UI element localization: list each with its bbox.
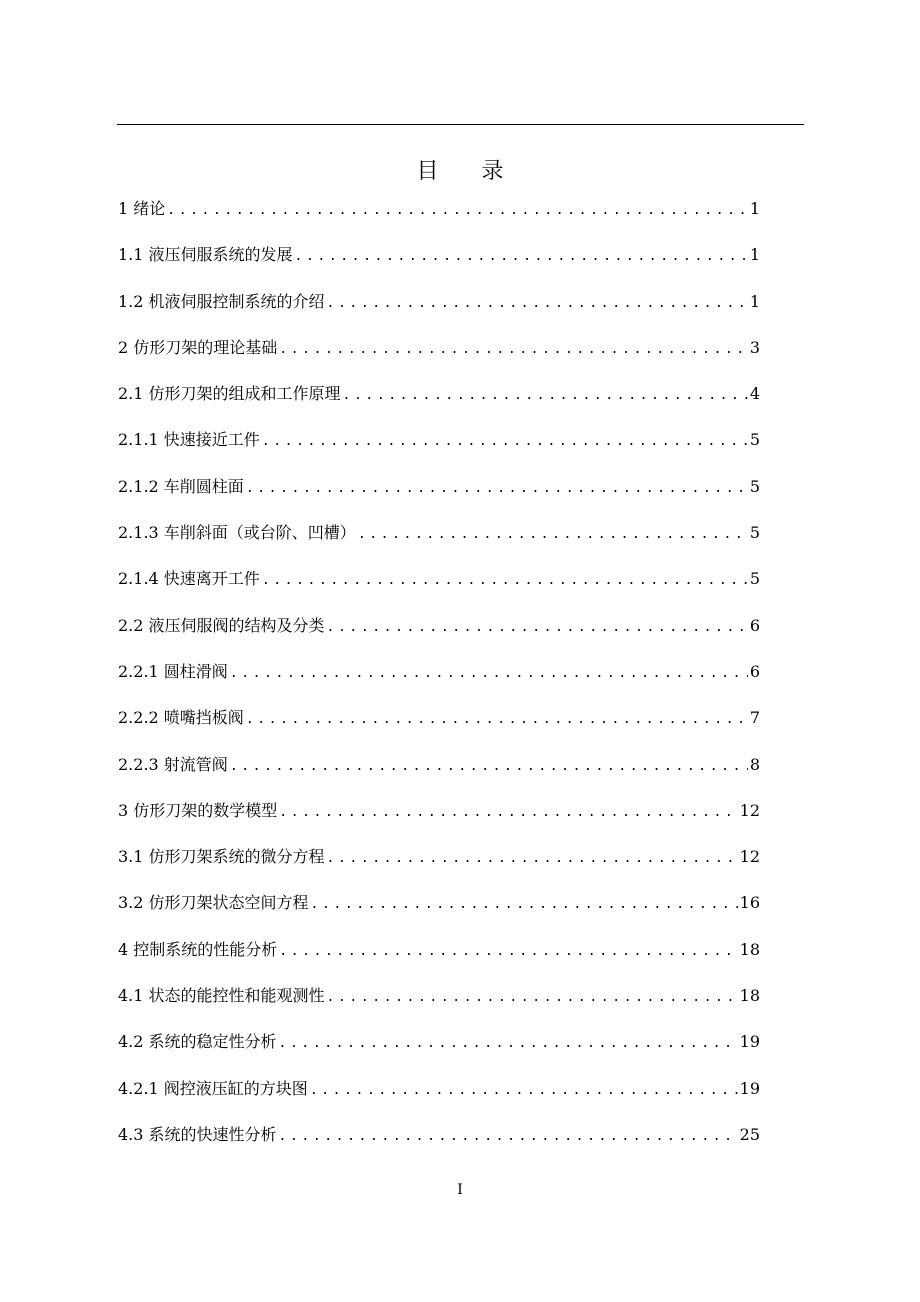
toc-dot-leader [295, 242, 748, 272]
toc-dot-leader [311, 890, 738, 920]
toc-dot-leader [246, 705, 748, 735]
toc-entry[interactable] [118, 518, 760, 564]
toc-entry[interactable] [118, 1027, 760, 1073]
toc-entry-page: 25 [739, 1124, 760, 1144]
toc-entry-page: 3 [749, 337, 760, 357]
toc-entry-label: 2.1.2 车削圆柱面 [118, 476, 244, 496]
toc-entry-page: 18 [739, 939, 760, 959]
toc-entry[interactable] [118, 564, 760, 610]
toc-entry-label: 2 仿形刀架的理论基础 [118, 337, 278, 357]
toc-entry[interactable] [118, 842, 760, 888]
toc-entry[interactable] [118, 935, 760, 981]
toc-entry-page: 1 [749, 199, 760, 218]
toc-dot-leader [327, 983, 738, 1013]
toc-entry-page: 4 [749, 384, 760, 404]
toc-entry-page: 19 [739, 1078, 760, 1098]
toc-entry-page: 5 [749, 476, 760, 496]
toc-entry-page: 1 [749, 245, 760, 265]
toc-dot-leader [279, 335, 748, 365]
toc-entry-label: 1.2 机液伺服控制系统的介绍 [118, 291, 325, 311]
toc-entry[interactable] [118, 287, 760, 333]
toc-entry-page: 1 [749, 291, 760, 311]
toc-entry-label: 2.1 仿形刀架的组成和工作原理 [118, 384, 341, 404]
toc-entry[interactable] [118, 703, 760, 749]
toc-entry-page: 18 [739, 986, 760, 1006]
toc-entry-page: 5 [749, 569, 760, 589]
toc-entry[interactable] [118, 333, 760, 379]
toc-entry[interactable] [118, 1120, 760, 1166]
toc-dot-leader [327, 844, 738, 874]
toc-entry-page: 19 [739, 1032, 760, 1052]
toc-dot-leader [327, 613, 748, 643]
toc-entry-page: 5 [749, 523, 760, 543]
toc-dot-leader [279, 1122, 738, 1152]
toc-entry-page: 12 [739, 847, 760, 867]
header-rule [117, 124, 804, 125]
toc-entry-label: 3.2 仿形刀架状态空间方程 [118, 893, 309, 913]
toc-dot-leader [279, 937, 737, 967]
toc-dot-leader [279, 798, 737, 828]
toc-entry-label: 3.1 仿形刀架系统的微分方程 [118, 847, 325, 867]
toc-entry-label: 1.1 液压伺服系统的发展 [118, 245, 293, 265]
toc-entry-page: 16 [739, 893, 760, 913]
toc-entry-label: 2.2.2 喷嘴挡板阀 [118, 708, 244, 728]
toc-dot-leader [230, 659, 748, 689]
toc-entry[interactable] [118, 240, 760, 286]
toc-entry-label: 2.2 液压伺服阀的结构及分类 [118, 615, 325, 635]
toc-entry-label: 2.1.1 快速接近工件 [118, 430, 260, 450]
toc-entry-page: 8 [749, 754, 760, 774]
toc-entry[interactable] [118, 379, 760, 425]
toc-entry[interactable] [118, 981, 760, 1027]
toc-entry[interactable] [118, 425, 760, 471]
toc-dot-leader [246, 474, 748, 504]
toc-entry-label: 2.2.3 射流管阀 [118, 754, 228, 774]
toc-entry-label: 4.3 系统的快速性分析 [118, 1124, 277, 1144]
toc-entry-page: 5 [749, 430, 760, 450]
page-number: I [457, 1182, 463, 1198]
toc-entry-page: 7 [749, 708, 760, 728]
toc-dot-leader [230, 752, 748, 782]
toc-entry[interactable] [118, 796, 760, 842]
toc-entry[interactable] [118, 472, 760, 518]
toc-entry[interactable] [118, 888, 760, 934]
toc-entry-page: 6 [749, 661, 760, 681]
toc-entry[interactable] [118, 194, 760, 240]
toc-dot-leader [358, 520, 748, 550]
toc-entry-label: 3 仿形刀架的数学模型 [118, 800, 278, 820]
toc-entry-page: 12 [739, 800, 760, 820]
toc-dot-leader [343, 381, 748, 411]
table-of-contents [118, 194, 760, 1166]
toc-dot-leader [262, 566, 748, 596]
toc-entry-label: 4.2.1 阀控液压缸的方块图 [118, 1078, 308, 1098]
page-title: 目 录 [416, 159, 522, 184]
toc-entry-label: 4 控制系统的性能分析 [118, 939, 278, 959]
toc-entry-label: 2.1.3 车削斜面（或台阶、凹槽） [118, 523, 356, 543]
toc-entry[interactable] [118, 657, 760, 703]
toc-entry-label: 1 绪论 [118, 199, 166, 218]
toc-dot-leader [262, 427, 748, 457]
toc-entry-page: 6 [749, 615, 760, 635]
toc-entry-label: 4.1 状态的能控性和能观测性 [118, 986, 325, 1006]
toc-entry-label: 4.2 系统的稳定性分析 [118, 1032, 277, 1052]
toc-entry[interactable] [118, 1074, 760, 1120]
toc-entry-label: 2.1.4 快速离开工件 [118, 569, 260, 589]
toc-dot-leader [279, 1029, 738, 1059]
toc-entry[interactable] [118, 611, 760, 657]
toc-entry[interactable] [118, 750, 760, 796]
toc-dot-leader [167, 196, 748, 226]
toc-dot-leader [327, 289, 748, 319]
toc-dot-leader [310, 1076, 738, 1106]
toc-entry-label: 2.2.1 圆柱滑阀 [118, 661, 228, 681]
